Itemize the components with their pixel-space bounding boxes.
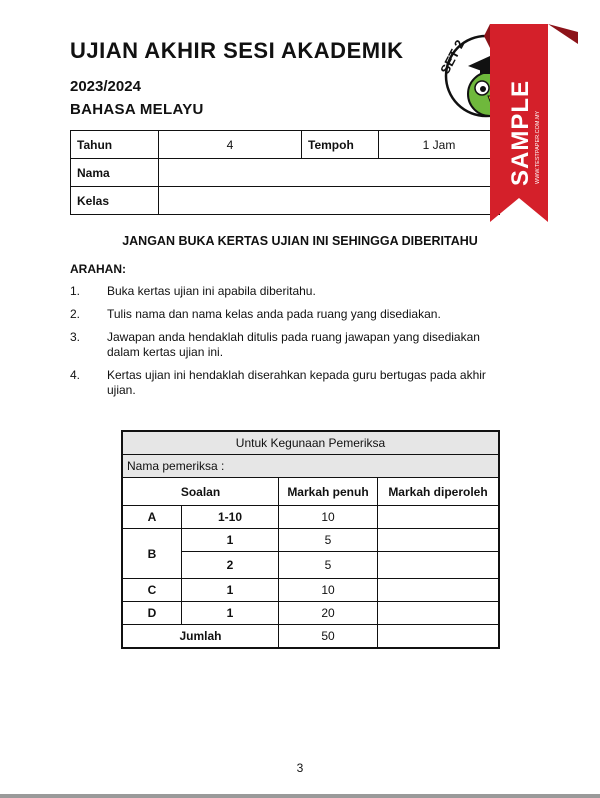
table-row — [122, 579, 499, 602]
instruction-item — [70, 368, 500, 398]
warning-text: JANGAN BUKA KERTAS UJIAN INI SEHINGGA DIBERITAHU — [122, 234, 478, 248]
website-label: WWW.TESTPAPER.COM.MY — [535, 110, 541, 184]
tahun-label: Tahun — [71, 131, 159, 159]
full-marks-cell: 5 — [279, 552, 378, 579]
obtained-marks-cell[interactable] — [378, 602, 500, 625]
question-cell: 1 — [182, 602, 279, 625]
total-row — [122, 625, 499, 649]
instruction-number: 4. — [70, 368, 81, 382]
nama-label: Nama — [71, 159, 159, 187]
full-marks-cell: 20 — [279, 602, 378, 625]
instruction-item — [70, 307, 500, 322]
kelas-label: Kelas — [71, 187, 159, 215]
col-soalan-header: Soalan — [122, 478, 279, 506]
instruction-text: Buka kertas ujian ini apabila diberitahu. — [107, 284, 316, 298]
examiner-name-label: Nama pemeriksa : — [122, 455, 499, 478]
examiner-table — [121, 430, 500, 649]
section-cell: B — [122, 529, 182, 579]
page-number: 3 — [296, 761, 304, 775]
section-cell: D — [122, 602, 182, 625]
tempoh-value: 1 Jam — [379, 131, 500, 159]
full-marks-cell: 5 — [279, 529, 378, 552]
instruction-text: Tulis nama dan nama kelas anda pada ruang yang disediakan. — [107, 307, 441, 321]
instruction-text: Jawapan anda hendaklah ditulis pada ruang jawapan yang disediakan dalam kertas ujian ini. — [107, 330, 480, 359]
instruction-text: Kertas ujian ini hendaklah diserahkan kepada guru bertugas pada akhir ujian. — [107, 368, 486, 397]
total-obtained-marks[interactable] — [378, 625, 500, 649]
tempoh-label: Tempoh — [302, 131, 379, 159]
table-row — [122, 506, 499, 529]
instructions-heading: ARAHAN: — [70, 262, 126, 276]
instruction-item — [70, 330, 500, 360]
table-row — [122, 602, 499, 625]
tahun-value: 4 — [159, 131, 302, 159]
section-cell: C — [122, 579, 182, 602]
instruction-number: 1. — [70, 284, 81, 298]
exam-year: 2023/2024 — [70, 78, 141, 95]
instruction-number: 3. — [70, 330, 81, 344]
instruction-item — [70, 284, 500, 299]
sample-badge — [428, 8, 600, 238]
obtained-marks-cell[interactable] — [378, 506, 500, 529]
obtained-marks-cell[interactable] — [378, 579, 500, 602]
question-cell: 1-10 — [182, 506, 279, 529]
col-markah-diperoleh-header: Markah diperoleh — [378, 478, 500, 506]
bottom-divider — [0, 794, 600, 798]
col-markah-penuh-header: Markah penuh — [279, 478, 378, 506]
instruction-number: 2. — [70, 307, 81, 321]
obtained-marks-cell[interactable] — [378, 529, 500, 552]
set-label: SET 2 — [437, 37, 468, 77]
exam-title: UJIAN AKHIR SESI AKADEMIK — [70, 38, 404, 63]
question-cell: 1 — [182, 579, 279, 602]
examiner-table-title: Untuk Kegunaan Pemeriksa — [122, 431, 499, 455]
instructions-list — [70, 284, 500, 406]
question-cell: 1 — [182, 529, 279, 552]
sample-label: SAMPLE — [507, 79, 534, 186]
exam-subject: BAHASA MELAYU — [70, 101, 204, 118]
total-label: Jumlah — [122, 625, 279, 649]
full-marks-cell: 10 — [279, 506, 378, 529]
table-row — [122, 529, 499, 552]
obtained-marks-cell[interactable] — [378, 552, 500, 579]
section-cell: A — [122, 506, 182, 529]
question-cell: 2 — [182, 552, 279, 579]
total-full-marks: 50 — [279, 625, 378, 649]
full-marks-cell: 10 — [279, 579, 378, 602]
